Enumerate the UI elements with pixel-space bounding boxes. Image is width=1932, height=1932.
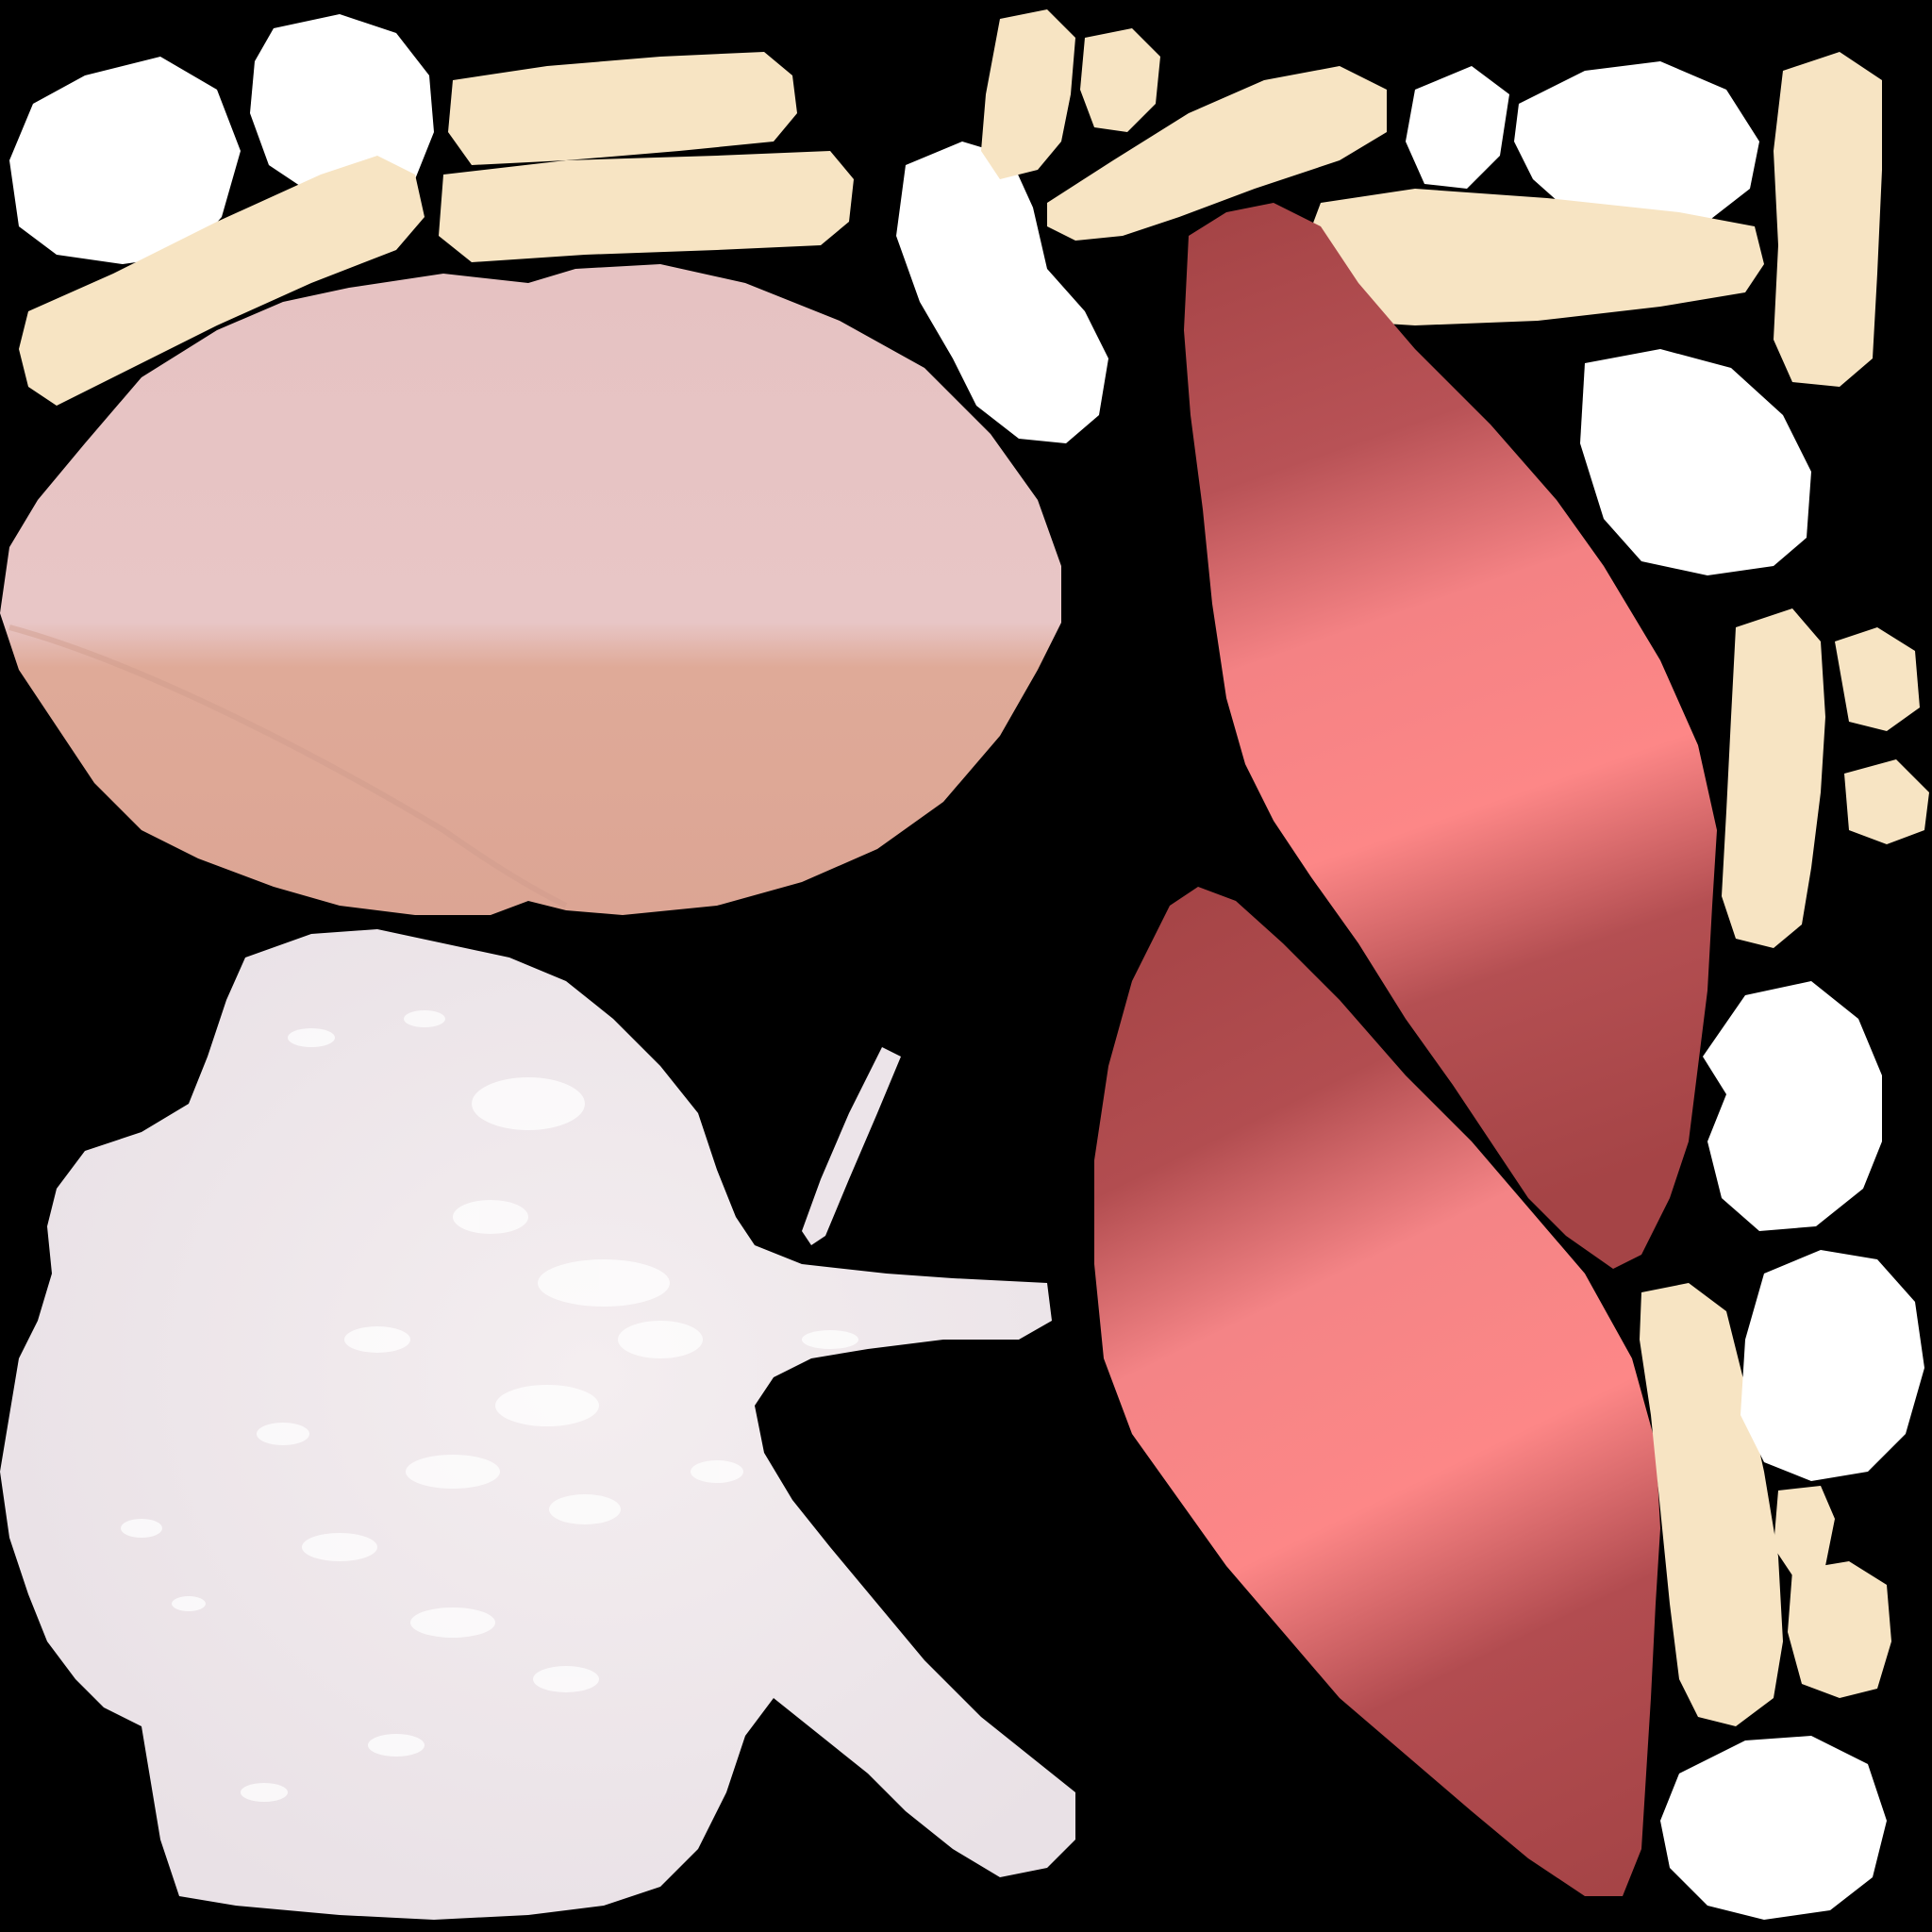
cartilage-piece [1703,981,1882,1231]
bone-segment [1788,1561,1891,1698]
bone-segment [1774,52,1882,387]
